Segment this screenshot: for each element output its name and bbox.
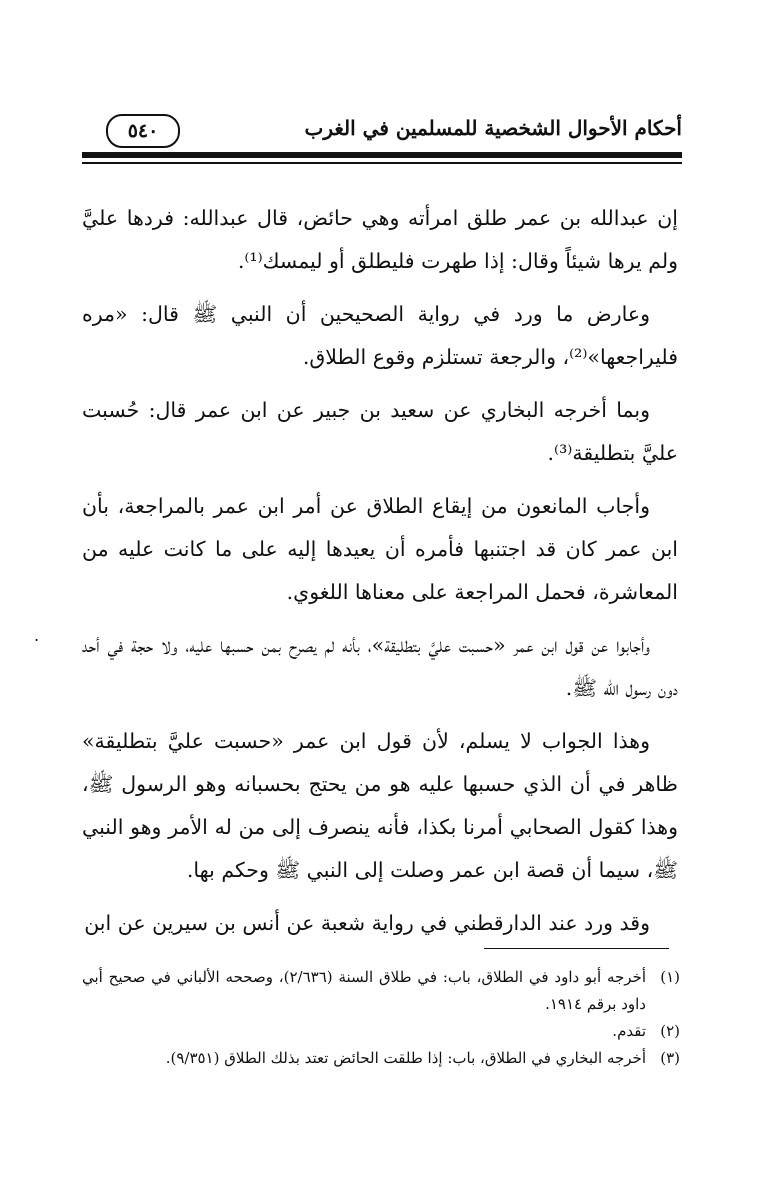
running-title: أحكام الأحوال الشخصية للمسلمين في الغرب <box>304 116 682 140</box>
paragraph: وهذا الجواب لا يسلم، لأن قول ابن عمر «حسبت عليَّ بتطليقة» ظاهر في أن الذي حسبها عليه هو من يحتج بحسبانه وهو الرسول ﷺ، وهذا كقول الصحابي أمرنا بكذا، فأنه ينصرف إلى من له الأمر وهو النبي ﷺ، سيما أن قصة ابن عمر وصلت إلى النبي ﷺ وحكم بها. <box>82 729 678 882</box>
paragraph: وبما أخرجه البخاري عن سعيد بن جبير عن ابن عمر قال: حُسبت عليَّ بتطليقة⁽³⁾. <box>82 398 678 465</box>
footnote-number: (١) <box>660 968 680 986</box>
footnote <box>82 964 680 1018</box>
header-rule-thick <box>82 152 682 158</box>
main-text <box>82 197 678 955</box>
footnote-number: (٢) <box>660 1022 680 1040</box>
header-rule-thin <box>82 162 682 164</box>
footnote-text: أخرجه أبو داود في الطلاق، باب: في طلاق السنة (٢/٦٣٦)، وصححه الألباني في صحيح أبي داود برقم ١٩١٤. <box>82 968 646 1013</box>
stray-mark: . <box>34 626 40 645</box>
footnote-number: (٣) <box>660 1049 680 1067</box>
paragraph: وقد ورد عند الدارقطني في رواية شعبة عن أنس بن سيرين عن ابن <box>84 911 650 935</box>
paragraph: وعارض ما ورد في رواية الصحيحين أن النبي ﷺ قال: «مره فليراجعها»⁽²⁾، والرجعة تستلزم وقوع الطلاق. <box>82 302 678 369</box>
paragraph: إن عبدالله بن عمر طلق امرأته وهي حائض، قال عبدالله: فردها عليَّ ولم يرها شيئاً وقال: إذا طهرت فليطلق أو ليمسك⁽¹⁾. <box>82 206 678 273</box>
footnotes <box>82 964 680 1072</box>
footnote-text: تقدم. <box>612 1022 646 1040</box>
page-number: ٥٤٠ <box>106 114 180 148</box>
paragraph: وأجابوا عن قول ابن عمر «حسبت عليَّ بتطليقة»، بأنه لم يصرح بمن حسبها عليه، ولا حجة في أحد دون رسول الله ﷺ. <box>82 633 678 700</box>
footnote <box>82 1045 680 1072</box>
footnote-separator <box>484 948 669 949</box>
footnote <box>82 1018 680 1045</box>
page-header <box>82 110 682 156</box>
paragraph: وأجاب المانعون من إيقاع الطلاق عن أمر ابن عمر بالمراجعة، بأن ابن عمر كان قد اجتنبها فأمره أن يعيدها إليه على ما كانت عليه من المعاشرة، فحمل المراجعة على معناها اللغوي. <box>82 494 678 604</box>
footnote-text: أخرجه البخاري في الطلاق، باب: إذا طلقت الحائض تعتد بذلك الطلاق (٩/٣٥١). <box>165 1049 646 1067</box>
